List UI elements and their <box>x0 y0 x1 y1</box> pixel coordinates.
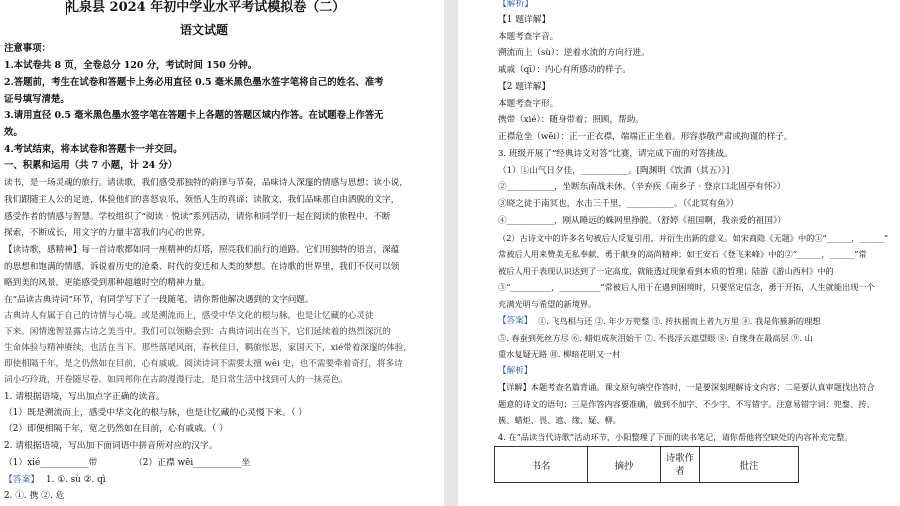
question-3-line: （1）①山气日夕佳，___________。[陶渊明《饮酒（其五）》] <box>498 166 730 176</box>
question-3-line: ②___________，坐断东南战未休。（辛弃疾《南乡子 · 登京口北固亭有怀》） <box>498 182 786 192</box>
essay-line: 词小巧玲珑，开卷随尽卷。如同邦你在古韵漫漫行走，是日常生活中找到可人的一抹亮色。 <box>4 375 348 385</box>
question-3-line: ④___________，刚从睡远的蛛网里挣脱。（舒婷《祖国啊，我亲爱的祖国》） <box>498 216 786 226</box>
notice-line: 1.本试卷共 8 页，全卷总分 120 分，考试时间 150 分钟。 <box>4 60 258 71</box>
right-page <box>458 0 900 506</box>
reading-notes-table <box>494 446 799 483</box>
detail-heading: 【2 题详解】 <box>498 82 551 92</box>
analysis-line: 题意的诗文的语句；三是作答内容要准确，做到不加字、不少字、不写错字。注意易错字词：兜鍪、抟、 <box>498 399 875 409</box>
analysis-label: 【解析】 <box>498 366 533 376</box>
question-4: 4. 在“品读当代诗歌”活动环节，小阳整理了下面的读书笔记，请你帮他将空缺处的内容补充完整。 <box>498 432 853 442</box>
page-gutter <box>444 0 458 506</box>
question-1: 1. 请根据语境，写出加点字正确的读音。 <box>4 392 165 402</box>
feature-line: 的思想和饱满的情感，诉说着历史的沧桑、时代的变迁和人类的梦想。在诗歌的世界里，我们不仅可以领 <box>4 262 400 272</box>
answer-3: ①. 飞鸟相与还 ②. 年少万兜鍪 ③. 抟扶摇而上者九万里 ④. 我是你簇新的理想 <box>538 316 821 326</box>
intro-line: 我们跟随主人公的足迹，体验他们的喜怒哀乐，领悟人生的真谛；读散文，我们品味那自由洒脱的文字， <box>4 195 400 205</box>
intro-line: 探索，不断成长，用文字的力量丰富我们内心的世界。 <box>4 228 211 238</box>
detail-line: 携带（xié）：随身带着；照顾，帮助。 <box>498 115 644 125</box>
essay-line: 生命体验与精神赓续，也活在当下。那些落尾风雨，春秋佳日，羁旅怅思，家国天下，xié带着深邃的体验， <box>4 343 412 353</box>
left-page <box>0 0 444 506</box>
detail-line: 本题考查字形。 <box>498 99 559 109</box>
question-1-part-2: （2）即便相隔千年，宽之仍然如在目前，心有戚戚。（ ） <box>4 424 228 434</box>
question-2-part-2: （2）正襟 wēi___________坐 <box>134 458 251 468</box>
table-header: 摘抄 <box>588 447 661 483</box>
detail-heading: 【1 题详解】 <box>498 15 551 25</box>
question-2: 2. 请根据语境，写出加下面词语中拼音所对应的汉字。 <box>4 441 218 451</box>
essay-line: 古典诗人有属于自己的诗情与心境。或是溯流而上，感受中华文化的根与脉，也是让忆藏的心灵徒 <box>4 311 374 321</box>
question-2-part-1: （1）xié___________带 <box>4 458 98 468</box>
table-header: 书名 <box>495 447 588 483</box>
detail-line: 正襟危坐（wēi）：正一正衣襟，端端正正坐着。形容恭敬严肃或拘谨的样子。 <box>498 132 793 142</box>
answer-2: 2. ①. 携 ②. 危 <box>4 491 65 501</box>
analysis-line: 【详解】本题考查名篇背诵。课文原句填空作答时，一是要深刻理解诗文内容；二是要认真审题找出符合 <box>498 382 875 392</box>
prompt-line: 在“品读古典诗词”环节，有同学写下了一段随笔，请你帮他解决遇到的文字问题。 <box>4 295 314 305</box>
feature-line: 略到美的风景，更能感受到那种超越时空的精神力量。 <box>4 278 211 288</box>
exam-subtitle: 语文试题 <box>180 23 229 37</box>
essay-line: 下来。闲情逸智显露古诗之美当中。我们可以领略会到：古典诗词出在当下，它们延续着的热烈深沉的 <box>4 327 391 337</box>
question-3-line: ③“__________，__________”常被后人用于在遇到困境时，只要坚定信念，勇于开拓，人生就能出现一个 <box>498 282 875 292</box>
detail-line: 本题考查字音。 <box>498 32 559 42</box>
exam-title: 礼泉县 2024 年初中学业水平考试模拟卷（二） <box>66 0 346 15</box>
notice-line: 证号填写清楚。 <box>4 94 70 105</box>
table-header: 诗歌作者 <box>661 447 700 483</box>
question-1-part-1: （1）既是溯流而上，感受中华文化的根与脉，也是让忆藏的心灵慢下来。（ ） <box>4 408 308 418</box>
analysis-line: 簇、蜡炬、畏、遮、缘、疑、柳。 <box>498 415 621 425</box>
table-header: 批注 <box>700 447 799 483</box>
section-heading: 一、积累和运用（共 7 小题，计 24 分） <box>4 160 178 171</box>
answer-3: 重水复疑无路 ⑩. 柳暗花明又一村 <box>498 349 621 359</box>
question-3: 3. 班级开展了“经典诗文对答”比赛，请完成下面的对答挑战。 <box>498 149 733 159</box>
notice-line: 2.答题前，考生在试卷和答题卡上务必用直径 0.5 毫米黑色墨水签字笔将自己的姓名、准考 <box>4 77 384 88</box>
answer-label: 【答案】 <box>498 316 533 326</box>
question-3-line: （2）古诗文中的许多名句被后人反复引用，并衍生出新的意义。如宋商隐《无题》中的①“______，______” <box>498 233 889 243</box>
analysis-label: 【解析】 <box>498 0 534 9</box>
answer-3: ⑤. 春蚕到死丝方尽 ⑥. 蜡炬成灰泪始干 ⑦. 不畏浮云遮望眼 ⑧. 自缘身在最高层 ⑨. 山 <box>498 333 813 343</box>
essay-line: 即使相隔千年，是之仍然如在目前，心有戚戚。阅读诗词不需要太擅 wēi 史，也不需要牵着奇打，将多诗 <box>4 359 403 369</box>
notice-line: 4.考试结束，将本试卷和答题卡一并交回。 <box>4 144 183 155</box>
notice-line: 3.请用直径 0.5 毫米黑色墨水签字笔在答题卡上各题的答题区域内作答。在试题卷上作答无 <box>4 110 384 121</box>
question-3-line: ③晓之徒于南冥也，水击三千里，___________。（《北冥有鱼》） <box>498 199 739 209</box>
intro-line: 读书，是一场灵魂的旅行。请读歌，我们感受那独特的韵律与节奏，品味诗人深邃的情感与思想；读小说， <box>4 178 408 188</box>
detail-line: 溯流而上（sù）：逆着水流的方向行进。 <box>498 48 650 58</box>
question-3-line: 常被后人用来赞美无私奉献、勇于献身的高尚精神；如王安石《登飞来峰》中的②“______，______”常 <box>498 249 867 259</box>
answer-1: 1. ①. sù ②. qì <box>46 475 106 485</box>
notice-line: 效。 <box>4 127 23 138</box>
intro-line: 感受作者的情感与智慧。学校组织了“阅读 · 悦读”系列活动，请你和同学们一起在阅读的旅程中，不断 <box>4 212 391 222</box>
answer-label: 【答案】 <box>4 475 40 485</box>
question-3-line: 被后人用于表现认识达到了一定高度，就能透过现象看到本质的哲理；陆游《游山西村》中的 <box>498 266 834 276</box>
notice-heading: 注意事项： <box>4 43 51 54</box>
detail-line: 戚戚（qī）：内心有所感动的样子。 <box>498 65 631 75</box>
question-3-line: 充满光明与希望的新境界。 <box>498 299 597 309</box>
feature-line: 【读诗歌，感精神】每一首诗歌都如同一座精神的灯塔，照亮我们前行的道路。它们用独特的语言，深蕴 <box>4 245 400 255</box>
